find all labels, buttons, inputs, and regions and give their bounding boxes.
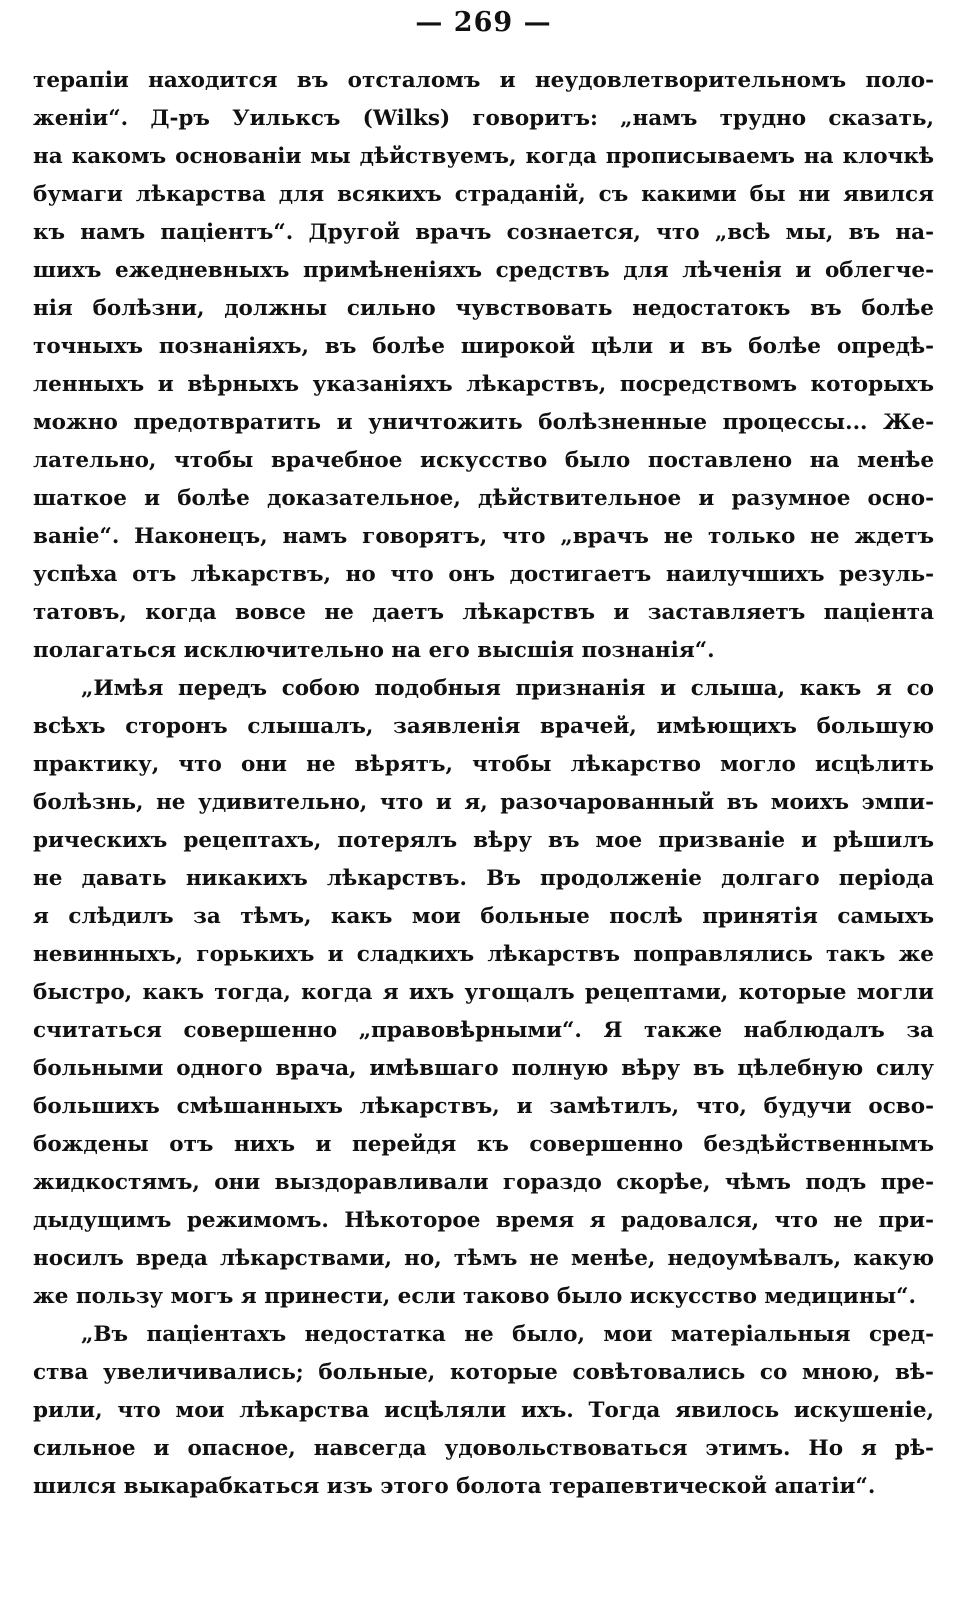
text-line: носилъ вреда лѣкарствами, но, тѣмъ не менѣе, недоумѣвалъ, какую [33, 1246, 934, 1271]
text-line: полагаться исключительно на его высшія познанія“. [33, 638, 715, 663]
text-line: татовъ, когда вовсе не даетъ лѣкарствъ и заставляетъ паціента [33, 600, 934, 625]
text-line: успѣха отъ лѣкарствъ, но что онъ достигаетъ наилучшихъ резуль- [33, 562, 934, 587]
text-line: къ намъ паціентъ“. Другой врачъ сознается, что „всѣ мы, въ на- [33, 220, 934, 245]
text-line: ства увеличивались; больные, которые совѣтовались со мною, вѣ- [33, 1360, 934, 1385]
text-line: невинныхъ, горькихъ и сладкихъ лѣкарствъ поправлялись такъ же [33, 942, 934, 967]
text-line: бождены отъ нихъ и перейдя къ совершенно бездѣйственнымъ [33, 1132, 934, 1157]
text-line: я слѣдилъ за тѣмъ, какъ мои больные послѣ принятія самыхъ [33, 904, 934, 929]
text-line: считаться совершенно „правовѣрными“. Я также наблюдалъ за [33, 1018, 934, 1043]
text-line: болѣзнь, не удивительно, что и я, разочарованный въ моихъ эмпи- [33, 790, 934, 815]
paragraph-3 [33, 1316, 934, 1506]
text-line: дыдущимъ режимомъ. Нѣкоторое время я радовался, что не при- [33, 1208, 934, 1233]
text-line: быстро, какъ тогда, когда я ихъ угощалъ рецептами, которые могли [33, 980, 934, 1005]
text-line: рическихъ рецептахъ, потерялъ вѣру въ мое призваніе и рѣшилъ [33, 828, 934, 853]
text-line: шился выкарабкаться изъ этого болота терапевтической апатіи“. [33, 1474, 876, 1499]
text-line: же пользу могъ я принести, если таково было искусство медицины“. [33, 1284, 916, 1309]
text-line: ваніе“. Наконецъ, намъ говорятъ, что „врачъ не только не ждетъ [33, 524, 934, 549]
text-line: бумаги лѣкарства для всякихъ страданій, съ какими бы ни явился [33, 182, 934, 207]
text-line: всѣхъ сторонъ слышалъ, заявленія врачей, имѣющихъ большую [33, 714, 934, 739]
text-line: терапіи находится въ отсталомъ и неудовлетворительномъ поло- [33, 68, 934, 93]
text-line: женіи“. Д-ръ Уильксъ (Wilks) говоритъ: „намъ трудно сказать, [33, 106, 934, 131]
text-line: жидкостямъ, они выздоравливали гораздо скорѣе, чѣмъ подъ пре- [33, 1170, 934, 1195]
text-line: лательно, чтобы врачебное искусство было поставлено на менѣе [33, 448, 934, 473]
text-line: точныхъ познаніяхъ, въ болѣе широкой цѣли и въ болѣе опредѣ- [33, 334, 934, 359]
text-line: практику, что они не вѣрятъ, чтобы лѣкарство могло исцѣлить [33, 752, 934, 777]
paragraph-2 [33, 670, 934, 1316]
page-number: — 269 — [415, 7, 552, 38]
text-line: на какомъ основаніи мы дѣйствуемъ, когда прописываемъ на клочкѣ [33, 144, 934, 169]
text-line: шихъ ежедневныхъ примѣненіяхъ средствъ для лѣченія и облегче- [33, 258, 934, 283]
text-line: большихъ смѣшанныхъ лѣкарствъ, и замѣтилъ, что, будучи осво- [33, 1094, 934, 1119]
text-line: больными одного врача, имѣвшаго полную вѣру въ цѣлебную силу [33, 1056, 934, 1081]
text-line: ленныхъ и вѣрныхъ указаніяхъ лѣкарствъ, посредствомъ которыхъ [33, 372, 934, 397]
text-line: „Имѣя передъ собою подобныя признанія и слыша, какъ я со [81, 676, 934, 701]
text-line: „Въ паціентахъ недостатка не было, мои матеріальныя сред- [81, 1322, 934, 1347]
text-line: шаткое и болѣе доказательное, дѣйствительное и разумное осно- [33, 486, 934, 511]
text-line: можно предотвратить и уничтожить болѣзненные процессы... Же- [33, 410, 934, 435]
text-line: рили, что мои лѣкарства исцѣляли ихъ. Тогда явилось искушеніе, [33, 1398, 934, 1423]
text-line: сильное и опасное, навсегда удовольствоваться этимъ. Но я рѣ- [33, 1436, 934, 1461]
paragraph-1 [33, 62, 934, 670]
text-line: не давать никакихъ лѣкарствъ. Въ продолженіе долгаго періода [33, 866, 934, 891]
text-line: нія болѣзни, должны сильно чувствовать недостатокъ въ болѣе [33, 296, 934, 321]
